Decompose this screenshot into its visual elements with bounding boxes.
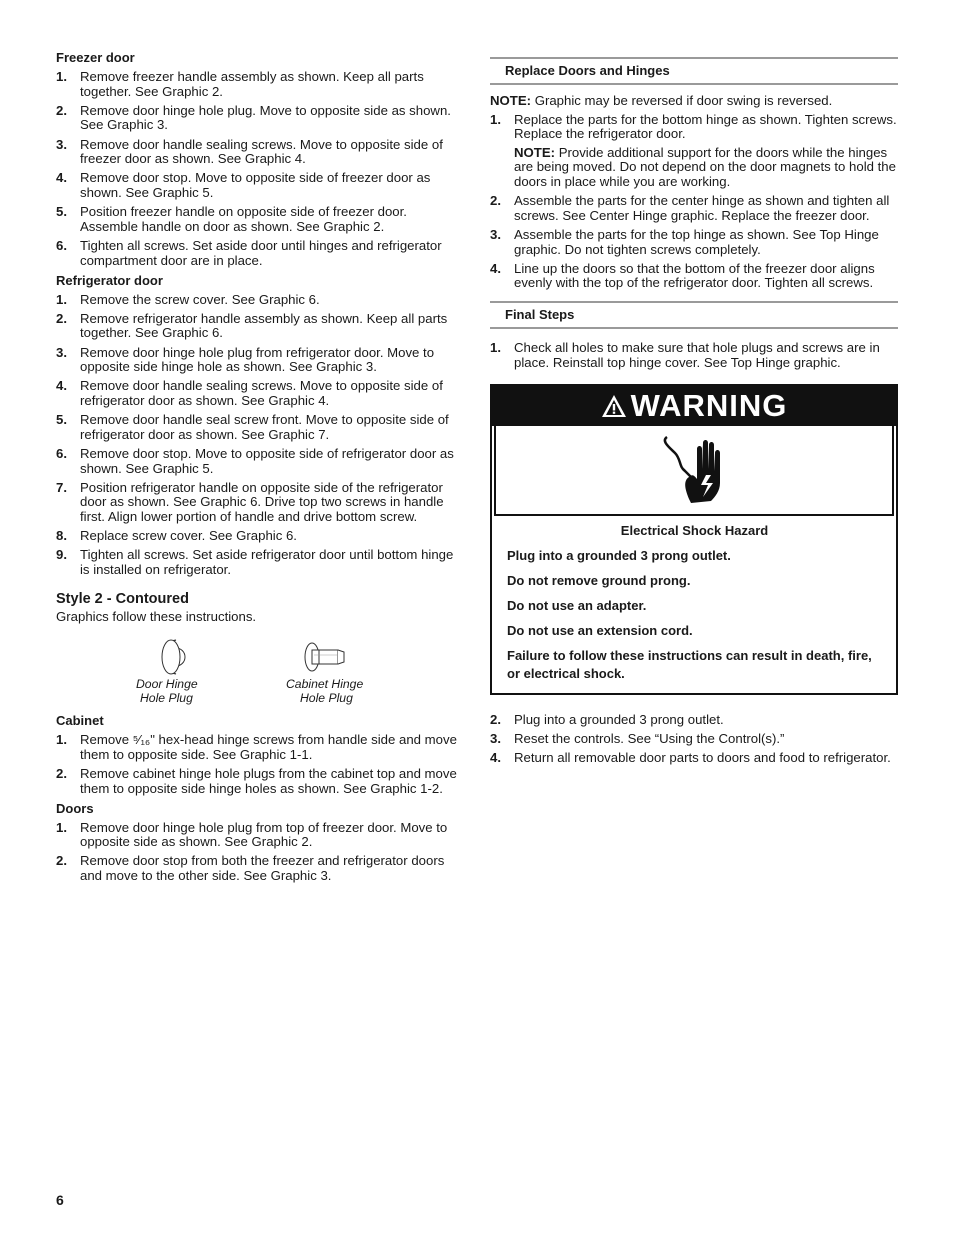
refrigerator-door-heading: Refrigerator door: [56, 272, 163, 288]
list-item: 1. Remove the screw cover. See Graphic 6.: [56, 291, 320, 307]
warning-title: WARNING: [630, 388, 788, 424]
warning-header: [492, 386, 896, 426]
list-item: 7. Position refrigerator handle on opposite side of the refrigerator door as shown. See Graphic 6. Drive top two screws in handle first. Align lower portion of handle and drive bottom screw.: [56, 479, 444, 524]
style2-intro: Graphics follow these instructions.: [56, 608, 257, 624]
cabinet-heading: Cabinet: [56, 713, 104, 729]
door-hinge-hole-plug: [136, 638, 286, 705]
list-item: 9. Tighten all screws. Set aside refrigerator door until bottom hinge is installed on refrigerator.: [56, 547, 454, 577]
list-item: 4. Remove door handle sealing screws. Move to opposite side of refrigerator door as shown. See Graphic 4.: [56, 378, 443, 409]
hazard-title: Electrical Shock Hazard: [620, 523, 769, 539]
warning-line: Plug into a grounded 3 prong outlet.: [507, 548, 731, 564]
door-hinge-plug-caption: Door Hinge Hole Plug: [136, 677, 198, 705]
list-item: 3. Reset the controls. See “Using the Control(s).”: [490, 731, 785, 747]
list-item: 2. Remove refrigerator handle assembly as shown. Keep all parts together. See Graphic 6.: [56, 310, 448, 341]
list-item: 2. Plug into a grounded 3 prong outlet.: [490, 712, 724, 728]
replace-steps: [490, 113, 898, 291]
list-item: 4. Line up the doors so that the bottom of the freezer door aligns evenly with the top of the refrigerator door. Tighten all screws.: [490, 260, 875, 291]
refrigerator-door-steps: [56, 293, 464, 578]
list-item: 1. Remove ⁵⁄₁₆" hex-head hinge screws from handle side and move them to opposite side. See Graphic 1-1.: [56, 732, 457, 762]
page-number: 6: [56, 1192, 64, 1208]
warning-body: [492, 516, 896, 693]
list-item: 8. Replace screw cover. See Graphic 6.: [56, 528, 297, 544]
style2-heading: Style 2 - Contoured: [56, 590, 189, 607]
final-steps-a: [490, 341, 898, 370]
list-item: 6. Tighten all screws. Set aside door until hinges and refrigerator compartment door are in place.: [56, 237, 442, 268]
cabinet-hinge-plug-caption: Cabinet Hinge Hole Plug: [286, 677, 364, 705]
list-item: 3. Remove door handle sealing screws. Move to opposite side of freezer door as shown. See Graphic 4.: [56, 136, 443, 167]
warning-line: Failure to follow these instructions can result in death, fire, or electrical shock.: [507, 648, 872, 682]
list-item: 2. Remove door stop from both the freezer and refrigerator doors and move to the other side. See Graphic 3.: [56, 853, 445, 884]
shock-hazard-graphic: [494, 426, 894, 516]
list-item: 3. Assemble the parts for the top hinge as shown. See Top Hinge graphic. Do not tighten screws completely.: [490, 226, 879, 257]
doors-heading: Doors: [56, 800, 94, 816]
list-item: 4. Remove door stop. Move to opposite side of freezer door as shown. See Graphic 5.: [56, 170, 431, 200]
replace-note: NOTE: Graphic may be reversed if door swing is reversed.: [490, 93, 833, 108]
warning-line: Do not use an adapter.: [507, 598, 647, 614]
list-item: 2. Remove cabinet hinge hole plugs from the cabinet top and move them to opposite side hinge holes as shown. See Graphic 1-2.: [56, 765, 457, 796]
warning-line: Do not use an extension cord.: [507, 623, 693, 639]
left-column: [56, 50, 464, 888]
electric-shock-hand-icon: [659, 433, 729, 507]
list-item: 5. Position freezer handle on opposite side of freezer door. Assemble handle on door as shown. See Graphic 2.: [56, 204, 407, 234]
list-item: 4. Return all removable door parts to doors and food to refrigerator.: [490, 750, 891, 766]
hole-plug-graphics: [136, 638, 464, 705]
replace-doors-heading: Replace Doors and Hinges: [490, 57, 898, 85]
cabinet-steps: [56, 733, 464, 796]
list-item: 5. Remove door handle seal screw front. Move to opposite side of refrigerator door as shown. See Graphic 7.: [56, 412, 449, 442]
doors-steps: [56, 821, 464, 884]
support-note: NOTE: Provide additional support for the doors while the hinges are being moved. Do not depend on the door magnets to hold the doors in place while you are working.: [514, 144, 896, 189]
freezer-door-steps: [56, 70, 464, 268]
final-steps-heading: Final Steps: [490, 301, 898, 329]
list-item: 3. Remove door hinge hole plug from refrigerator door. Move to opposite side hinge hole as shown. See Graphic 3.: [56, 344, 435, 375]
warning-line: Do not remove ground prong.: [507, 573, 691, 589]
door-hinge-plug-icon: [136, 638, 196, 678]
cabinet-hinge-plug-icon: [292, 638, 362, 678]
cabinet-hinge-hole-plug: [286, 638, 446, 705]
list-item: 2. Remove door hinge hole plug. Move to opposite side as shown. See Graphic 3.: [56, 102, 451, 133]
warning-box: [490, 384, 898, 695]
freezer-door-heading: Freezer door: [56, 50, 135, 65]
list-item: 2. Assemble the parts for the center hinge as shown and tighten all screws. See Center Hinge graphic. Replace the freezer door.: [490, 193, 890, 223]
list-item: 1. Check all holes to make sure that hole plugs and screws are in place. Reinstall top hinge cover. See Top Hinge graphic.: [490, 339, 880, 370]
final-steps-b: [490, 713, 898, 766]
list-item: 1. Remove freezer handle assembly as shown. Keep all parts together. See Graphic 2.: [56, 69, 424, 99]
list-item: 1. Remove door hinge hole plug from top of freezer door. Move to opposite side as shown. See Graphic 2.: [56, 819, 448, 850]
right-column: [490, 57, 898, 771]
list-item: 6. Remove door stop. Move to opposite side of refrigerator door as shown. See Graphic 5.: [56, 446, 454, 476]
warning-triangle-icon: [601, 393, 627, 419]
list-item: 1. Replace the parts for the bottom hinge as shown. Tighten screws. Replace the refrigerator door. NOTE: Provide additional support for the doors while the hinges are being moved. Do not depend on the door magnets to hold the doors in place while you are working.: [490, 111, 897, 189]
